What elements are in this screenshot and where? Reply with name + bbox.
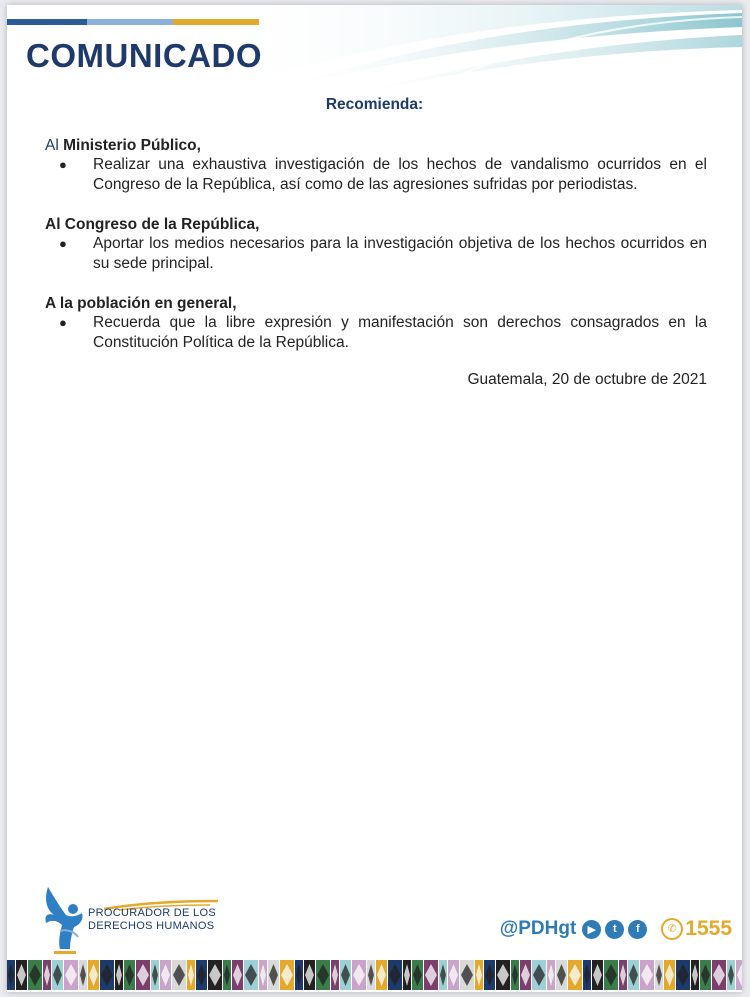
heading-text: Ministerio Público, — [63, 137, 201, 154]
date-line: Guatemala, 20 de octubre de 2021 — [467, 371, 707, 388]
bar-segment-light-blue — [87, 19, 173, 25]
section-ministerio — [45, 136, 707, 195]
section-heading: Al Congreso de la República, — [45, 216, 260, 233]
list-item-text: Aportar los medios necesarios para la investigación objetiva de los hechos ocurridos en su sede principal. — [93, 235, 707, 272]
youtube-icon[interactable]: ▶ — [582, 920, 601, 939]
bullet: ● — [59, 315, 67, 330]
logo-line-1: PROCURADOR DE LOS — [88, 907, 216, 919]
phone-icon: ✆ — [661, 918, 683, 940]
bullet: ● — [59, 157, 67, 172]
social-handle[interactable]: @PDHgt — [499, 918, 577, 939]
textile-pattern-band — [7, 958, 742, 992]
list-item-text: Realizar una exhaustiva investigación de los hechos de vandalismo ocurridos en el Congreso de la República, así como de las agresiones sufridas por periodistas. — [93, 156, 707, 193]
section-heading: A la población en general, — [45, 295, 237, 312]
logo-text — [88, 907, 216, 933]
list-item — [45, 234, 707, 274]
dove-figure-icon — [40, 885, 86, 957]
social-bar — [500, 917, 732, 941]
bar-segment-blue — [7, 19, 87, 25]
facebook-icon[interactable]: f — [628, 920, 647, 939]
logo-line-2: DERECHOS HUMANOS — [88, 920, 215, 932]
page-title: COMUNICADO — [26, 37, 262, 74]
pdh-logo — [40, 885, 240, 960]
hotline-number: 1555 — [685, 917, 732, 940]
list-item-text: Recuerda que la libre expresión y manifestación son derechos consagrados en la Constitución Política de la República. — [93, 314, 707, 351]
bar-segment-gold — [173, 19, 259, 25]
bullet: ● — [59, 236, 67, 251]
document-page — [7, 5, 742, 992]
list-item — [45, 155, 707, 195]
section-poblacion — [45, 294, 707, 353]
hotline[interactable] — [661, 917, 732, 941]
subtitle: Recomienda: — [325, 96, 424, 113]
twitter-icon[interactable]: t — [605, 920, 624, 939]
top-color-bars — [7, 19, 259, 25]
recommendations — [45, 136, 707, 389]
heading-lead: Al — [45, 137, 59, 154]
section-heading — [45, 136, 707, 155]
section-congreso — [45, 215, 707, 274]
list-item — [45, 313, 707, 353]
